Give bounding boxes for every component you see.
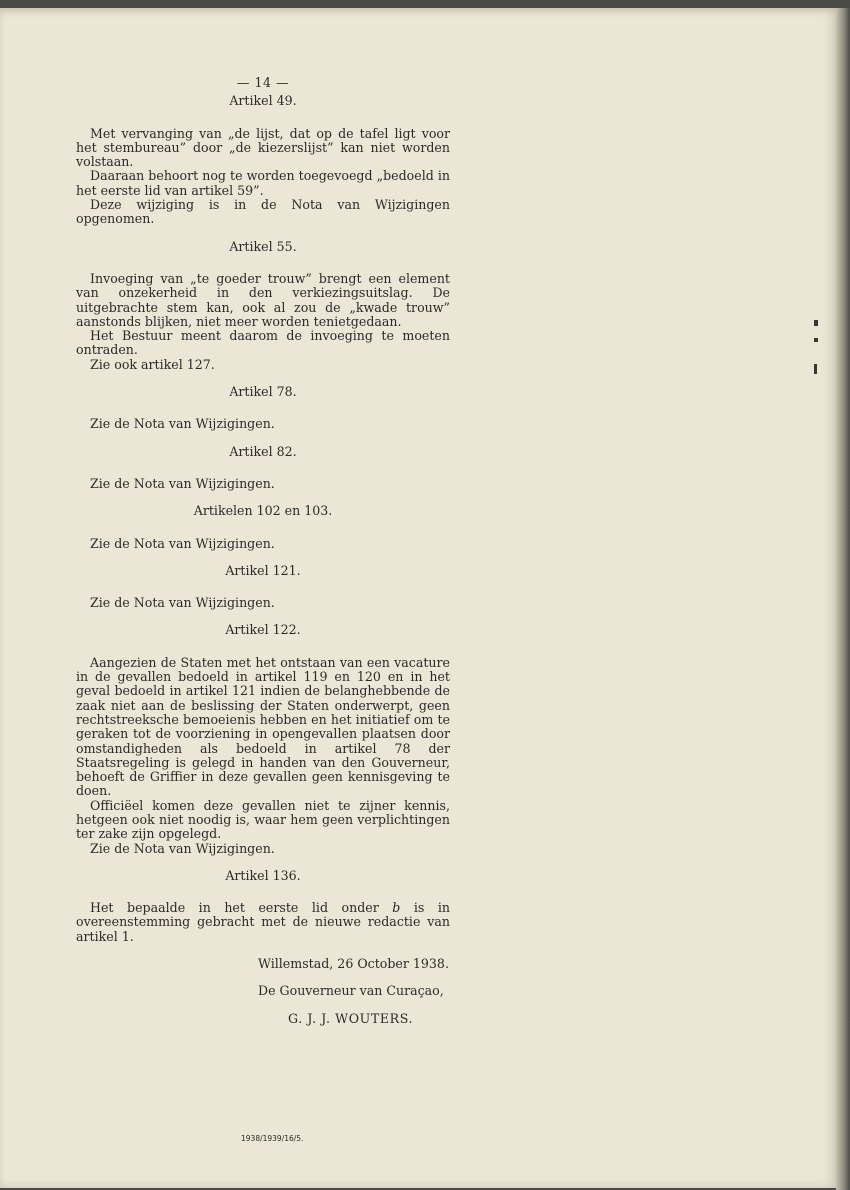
section-paragraph: Invoeging van „te goeder trouw” brengt een element van onzekerheid in den verkiezingsuitslag. De uitgebrachte stem kan, ook al zou de „kwade trouw” aanstonds blijken, niet meer worden tenietgedaan. [76, 270, 450, 329]
section-paragraph: Zie de Nota van Wijzigingen. [90, 535, 275, 551]
page-number: — 14 — [236, 75, 290, 90]
section-artikel-136 [76, 869, 450, 944]
section-heading: Artikelen 102 en 103. [193, 503, 333, 519]
italic-letter: b [392, 900, 401, 916]
section-paragraph: Met vervanging van „de lijst, dat op de tafel ligt voor het stembureau” door „de kiezerslijst” kan niet worden volstaan. [76, 125, 450, 170]
section [76, 385, 450, 432]
section-heading: Artikel 136. [225, 867, 301, 883]
section-paragraph: Het Bestuur meent daarom de invoeging te moeten ontraden. [76, 328, 450, 358]
signature-name: G. J. J. WOUTERS. [288, 1010, 414, 1026]
section-heading: Artikel 49. [229, 93, 297, 109]
page-edge [836, 8, 850, 1190]
section-paragraph: Officiëel komen deze gevallen niet te zijner kennis, hetgeen ook niet noodig is, waar hem geen verplichtingen ter zake zijn opgelegd. [76, 797, 450, 842]
section-paragraph: Zie de Nota van Wijzigingen. [90, 416, 275, 432]
section [76, 94, 450, 226]
section-paragraph: Daaraan behoort nog te worden toegevoegd „bedoeld in het eerste lid van artikel 59”. [76, 168, 450, 198]
section-paragraph: Zie de Nota van Wijzigingen. [90, 840, 275, 856]
section-heading: Artikel 55. [229, 238, 297, 254]
section [76, 445, 450, 492]
section [76, 504, 450, 551]
section-heading: Artikel 121. [225, 562, 301, 578]
document-body [76, 76, 450, 1026]
section-paragraph: Zie ook artikel 127. [90, 356, 215, 372]
section-heading: Artikel 78. [229, 384, 297, 400]
signature-place-date: Willemstad, 26 October 1938. [258, 956, 449, 972]
margin-marks [814, 320, 820, 380]
section-heading: Artikel 122. [225, 622, 301, 638]
section-paragraph: Deze wijziging is in de Nota van Wijzigingen opgenomen. [76, 197, 450, 227]
section-paragraph: Aangezien de Staten met het ontstaan van een vacature in de gevallen bedoeld in artikel 119 en 120 en in het geval bedoeld in artikel 121 indien de belanghebbende de zaak niet aan de beslissing der Staten onderwerpt, geen rechtstreeksche bemoeienis hebben en het initiatief om te geraken tot de voorziening in opengevallen plaatsen door omstandigheden als bedoeld in artikel 78 der Staatsregeling is gelegd in handen van den Gouverneur, behoeft de Griffier in deze gevallen geen kennisgeving te doen. [76, 654, 450, 799]
section-paragraph: Zie de Nota van Wijzigingen. [90, 595, 275, 611]
section-paragraph: Zie de Nota van Wijzigingen. [90, 475, 275, 491]
section [76, 564, 450, 611]
section-heading: Artikel 82. [229, 443, 297, 459]
signature-title: De Gouverneur van Curaçao, [258, 983, 444, 999]
footer-code: 1938/1939/16/5. [241, 1134, 304, 1143]
section-paragraph: Het bepaalde in het eerste lid onder b is in overeenstemming gebracht met de nieuwe redactie van artikel 1. [76, 900, 450, 944]
section [76, 240, 450, 372]
sections [76, 94, 450, 856]
section [76, 623, 450, 855]
